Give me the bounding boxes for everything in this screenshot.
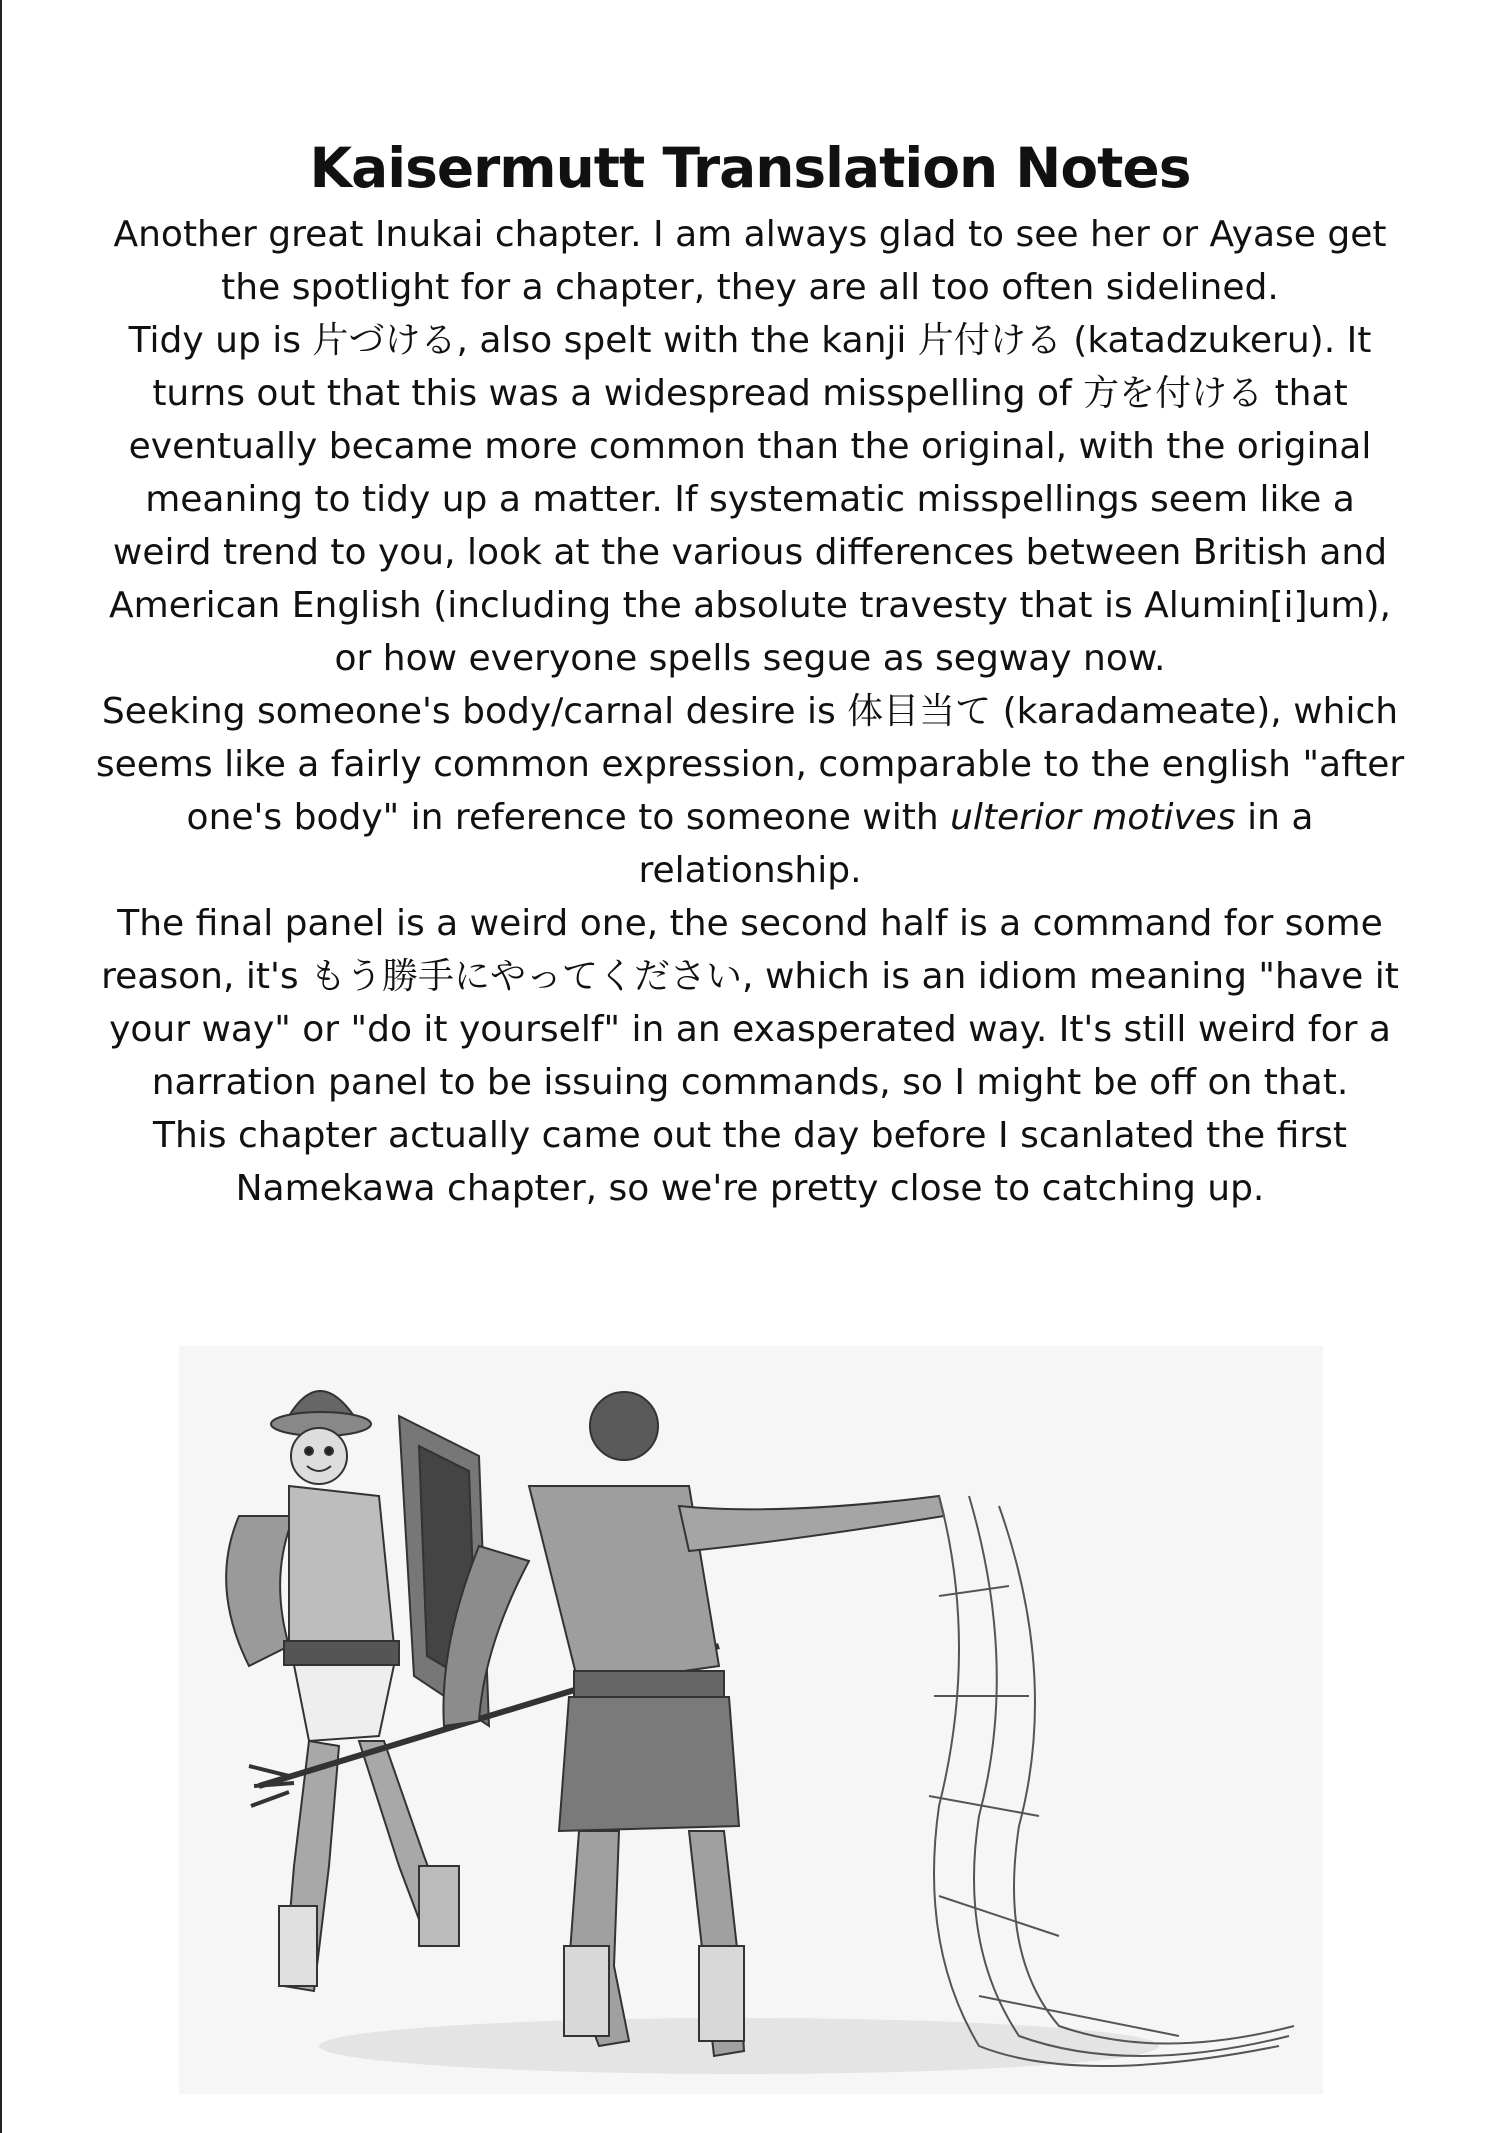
note-text: Seeking someone's body/carnal desire is 体目当て (karadameate), which seems like a fairly common expression, comparable to the english "after one's body" in reference to someone with	[95, 691, 1405, 838]
note-paragraph	[95, 685, 1405, 897]
note-paragraph: The final panel is a weird one, the second half is a command for some reason, it's もう勝手にやってください, which is an idiom meaning "have it your way" or "do it yourself" in an exasperated way. It's still weird for a narration panel to be issuing commands, so I might be off on that.	[101, 903, 1399, 1103]
net	[929, 1496, 1294, 2066]
note-paragraph: This chapter actually came out the day before I scanlated the first Namekawa chapter, so we're pretty close to catching up.	[152, 1115, 1347, 1209]
gladiators-illustration	[179, 1346, 1323, 2094]
right-gladiator	[443, 1392, 944, 2056]
note-paragraph: Another great Inukai chapter. I am always glad to see her or Ayase get the spotlight for a chapter, they are all too often sidelined.	[113, 214, 1387, 308]
page-title: Kaisermutt Translation Notes	[309, 136, 1191, 200]
note-italic-text: ulterior motives	[950, 797, 1236, 838]
note-paragraph: Tidy up is 片づける, also spelt with the kanji 片付ける (katadzukeru). It turns out that this was a widespread misspelling of 方を付ける that eventually became more common than the original, with the original meaning to tidy up a matter. If systematic misspellings seem like a weird trend to you, look at the various differences between British and American English (including the absolute travesty that is Alumin[i]um), or how everyone spells segue as segway now.	[109, 320, 1391, 679]
page-border	[0, 0, 2, 2133]
translation-notes	[95, 208, 1405, 1215]
note-text: in a relationship.	[638, 797, 1314, 891]
